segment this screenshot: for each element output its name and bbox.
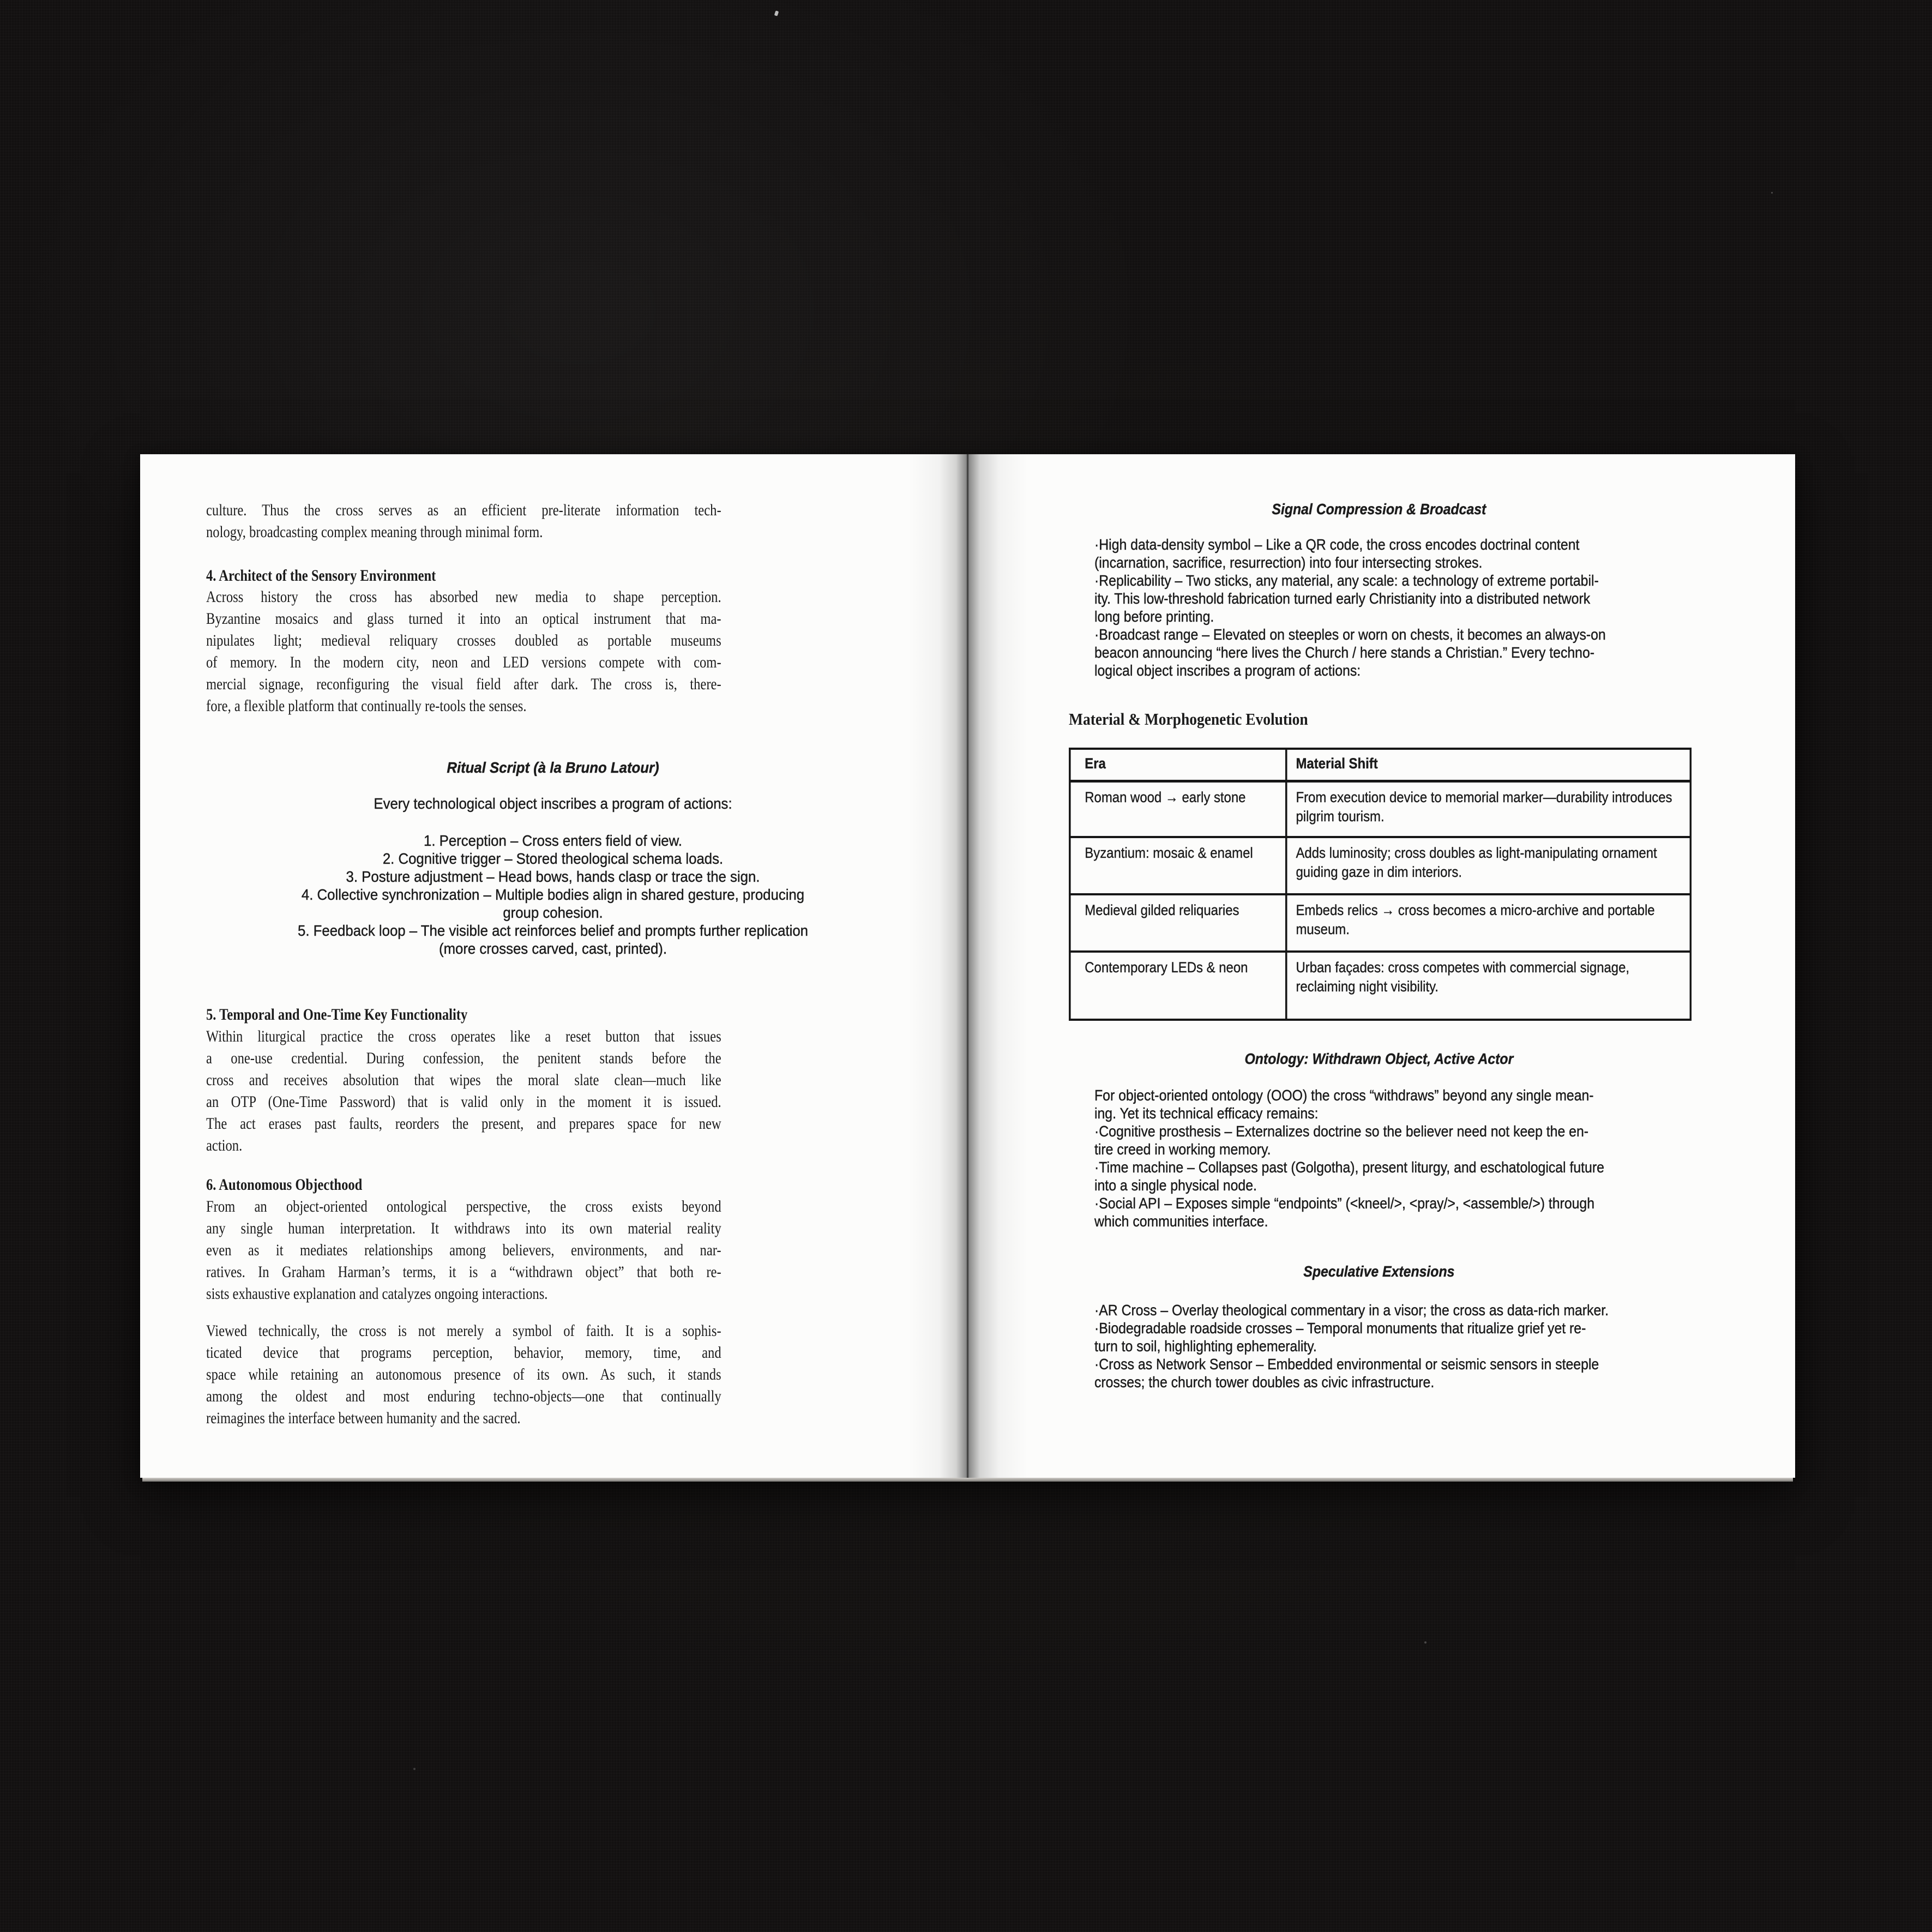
speculative-section-title: Speculative Extensions — [1303, 1263, 1455, 1280]
text-line: Across history the cross has absorbed new media to shape perception. — [206, 588, 721, 606]
text-line: turn to soil, highlighting ephemerality. — [1094, 1338, 1317, 1355]
text-line: ·Time machine – Collapses past (Golgotha), present liturgy, and eschatological future — [1094, 1159, 1604, 1176]
text-line: Byzantine mosaics and glass turned it into an optical instrument that ma- — [206, 610, 721, 628]
section-5-heading: 5. Temporal and One-Time Key Functionality — [206, 1006, 468, 1024]
text-line: 4. Collective synchronization – Multiple bodies align in shared gesture, producing — [301, 886, 805, 903]
table-header-row — [1070, 749, 1691, 781]
table-row — [1070, 952, 1691, 1020]
text-line: ·Cognitive prosthesis – Externalizes doctrine so the believer need not keep the en- — [1094, 1123, 1589, 1140]
table-cell: Adds luminosity; cross doubles as light-manipulating ornament guiding gaze in dim interiors. — [1286, 837, 1691, 894]
dust-speck — [1424, 1641, 1427, 1644]
text-line: among the oldest and most enduring techno-objects—one that continually — [206, 1387, 721, 1405]
text-line: cross and receives absolution that wipes the moral slate clean—much like — [206, 1071, 721, 1089]
text-line: ity. This low-threshold fabrication turned early Christianity into a distributed network — [1094, 590, 1591, 607]
text-line: ratives. In Graham Harman’s terms, it is a “withdrawn object” that both re- — [206, 1263, 721, 1281]
signal-section-title: Signal Compression & Broadcast — [1272, 501, 1486, 517]
text-line: long before printing. — [1094, 608, 1214, 625]
material-section-heading: Material & Morphogenetic Evolution — [1069, 709, 1308, 729]
text-line: ticated device that programs perception, behavior, memory, time, and — [206, 1344, 721, 1362]
table-row — [1070, 837, 1691, 894]
text-line: nology, broadcasting complex meaning through minimal form. — [206, 523, 543, 541]
table-row — [1070, 781, 1691, 837]
text-line: fore, a flexible platform that continually re-tools the senses. — [206, 697, 527, 715]
dust-speck — [774, 10, 779, 16]
ontology-section-body — [1094, 1086, 1664, 1230]
text-line: (more crosses carved, cast, printed). — [438, 940, 667, 957]
text-line: a one-use credential. During confession, the penitent stands before the — [206, 1049, 721, 1067]
text-line: any single human interpretation. It withdraws into its own material reality — [206, 1219, 721, 1237]
text-line: For object-oriented ontology (OOO) the cross “withdraws” beyond any single mean- — [1094, 1087, 1594, 1104]
text-line: culture. Thus the cross serves as an efficient pre-literate information tech- — [206, 501, 721, 519]
ritual-script-list — [277, 832, 829, 958]
table-cell: Urban façades: cross competes with commercial signage, reclaiming night visibility. — [1286, 952, 1691, 1020]
text-line: crosses; the church tower doubles as civic infrastructure. — [1094, 1374, 1435, 1391]
page-right — [967, 454, 1795, 1478]
text-line: which communities interface. — [1094, 1213, 1268, 1230]
table-header-cell: Material Shift — [1286, 749, 1691, 781]
text-line: From an object-oriented ontological perspective, the cross exists beyond — [206, 1197, 721, 1215]
text-line: ·High data-density symbol – Like a QR code, the cross encodes doctrinal content — [1094, 536, 1580, 553]
text-line: reimagines the interface between humanity and the sacred. — [206, 1409, 521, 1427]
table-cell: Embeds relics → cross becomes a micro-archive and portable museum. — [1286, 894, 1691, 952]
table-cell: Byzantium: mosaic & enamel — [1070, 837, 1286, 894]
text-line: tire creed in working memory. — [1094, 1141, 1271, 1158]
text-line: The act erases past faults, reorders the present, and prepares space for new — [206, 1115, 721, 1133]
text-line: ·Social API – Exposes simple “endpoints” (<kneel/>, <pray/>, <assemble/>) through — [1094, 1195, 1595, 1212]
text-line: ·Replicability – Two sticks, any material, any scale: a technology of extreme portabil- — [1094, 572, 1599, 589]
table-cell: Medieval gilded reliquaries — [1070, 894, 1286, 952]
table-row — [1070, 894, 1691, 952]
ritual-script-title: Ritual Script (à la Bruno Latour) — [447, 759, 659, 776]
text-line: sists exhaustive explanation and catalyzes ongoing interactions. — [206, 1285, 548, 1303]
text-line: action. — [206, 1136, 243, 1154]
text-line: ·AR Cross – Overlay theological commentary in a visor; the cross as data-rich marker. — [1094, 1302, 1609, 1319]
text-line: ·Broadcast range – Elevated on steeples or worn on chests, it becomes an always-on — [1094, 626, 1606, 643]
text-line: 3. Posture adjustment – Head bows, hands clasp or trace the sign. — [346, 868, 760, 885]
material-evolution-table — [1069, 748, 1692, 1021]
text-line: even as it mediates relationships among believers, environments, and nar- — [206, 1241, 721, 1259]
section-6-heading: 6. Autonomous Objecthood — [206, 1176, 363, 1194]
text-line: of memory. In the modern city, neon and LED versions compete with com- — [206, 653, 721, 671]
text-line: space while retaining an autonomous presence of its own. As such, it stands — [206, 1365, 721, 1383]
signal-section-body — [1094, 535, 1664, 679]
text-line: into a single physical node. — [1094, 1177, 1257, 1194]
text-line: 5. Feedback loop – The visible act reinforces belief and prompts further replication — [298, 922, 808, 939]
text-line: nipulates light; medieval reliquary crosses doubled as portable museums — [206, 631, 721, 649]
text-line: ing. Yet its technical efficacy remains: — [1094, 1105, 1319, 1122]
text-line: 1. Perception – Cross enters field of view. — [424, 832, 682, 849]
ritual-script-intro: Every technological object inscribes a program of actions: — [374, 795, 732, 812]
text-line: logical object inscribes a program of actions: — [1094, 662, 1361, 679]
text-line: ·Cross as Network Sensor – Embedded environmental or seismic sensors in steeple — [1094, 1356, 1599, 1373]
right-text-column — [1069, 454, 1672, 1478]
section-4-heading: 4. Architect of the Sensory Environment — [206, 567, 436, 585]
page-left — [140, 454, 967, 1478]
dust-speck — [413, 1768, 416, 1770]
dust-speck — [1771, 192, 1773, 194]
text-line: an OTP (One-Time Password) that is valid only in the moment it is issued. — [206, 1093, 721, 1111]
ritual-script-block — [277, 454, 829, 1478]
book-spread — [140, 454, 1795, 1478]
text-line: beacon announcing “here lives the Church / here stands a Christian.” Every techno- — [1094, 644, 1595, 661]
table-cell: From execution device to memorial marker—durability introduces pilgrim tourism. — [1286, 781, 1691, 837]
text-line: 2. Cognitive trigger – Stored theological schema loads. — [382, 850, 724, 867]
text-line: group cohesion. — [503, 904, 603, 921]
table-header-cell: Era — [1070, 749, 1286, 781]
table-cell: Roman wood → early stone — [1070, 781, 1286, 837]
table-cell: Contemporary LEDs & neon — [1070, 952, 1286, 1020]
text-line: (incarnation, sacrifice, resurrection) into four intersecting strokes. — [1094, 554, 1483, 571]
text-line: ·Biodegradable roadside crosses – Temporal monuments that ritualize grief yet re- — [1094, 1320, 1586, 1337]
speculative-section-body — [1094, 1301, 1664, 1391]
text-line: Within liturgical practice the cross operates like a reset button that issues — [206, 1027, 721, 1045]
text-line: mercial signage, reconfiguring the visual field after dark. The cross is, there- — [206, 675, 721, 693]
ontology-section-title: Ontology: Withdrawn Object, Active Actor — [1244, 1050, 1514, 1067]
text-line: Viewed technically, the cross is not merely a symbol of faith. It is a sophis- — [206, 1322, 721, 1340]
